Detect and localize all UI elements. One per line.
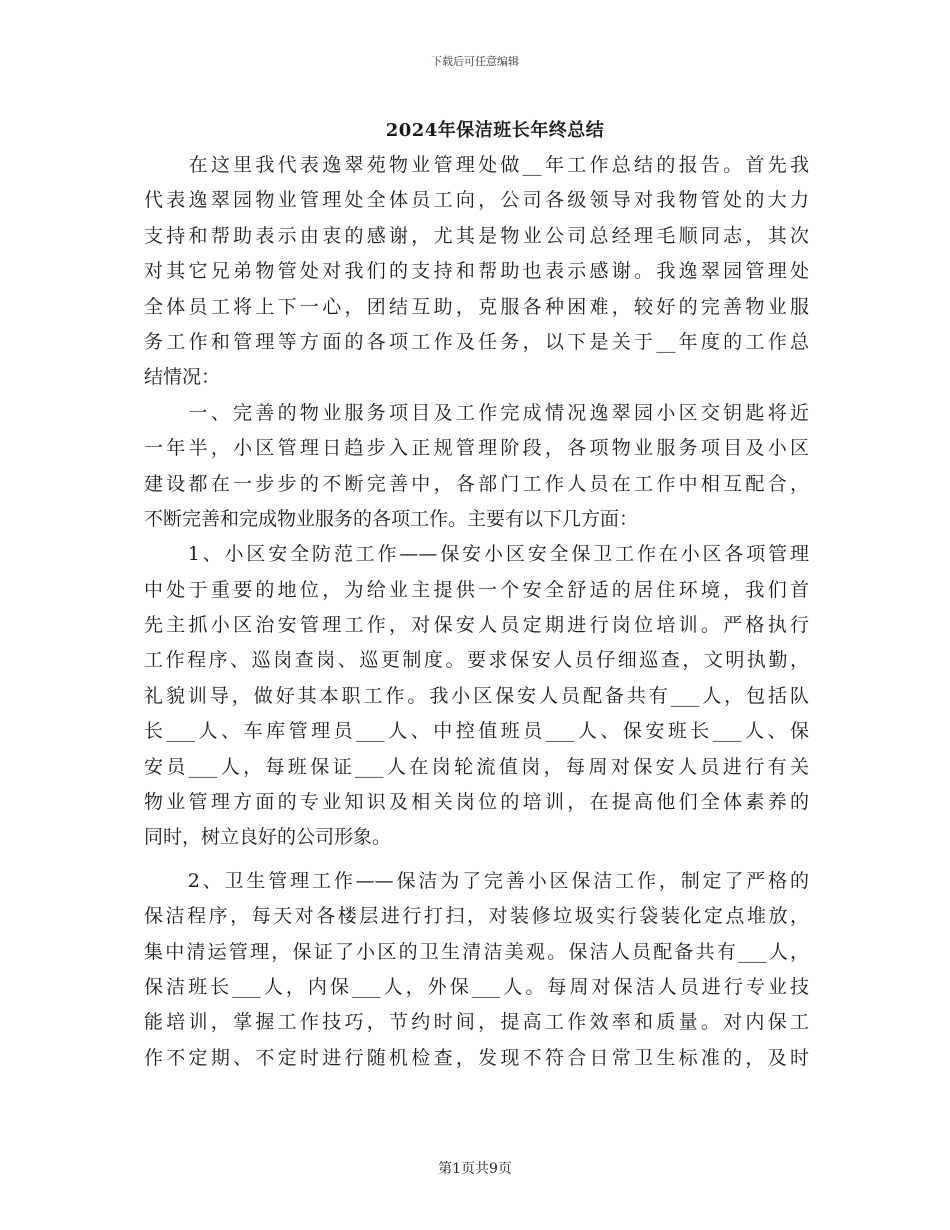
body-line: 礼貌训导，做好其本职工作。我小区保安人员配备共有___人，包括队 [144, 684, 809, 707]
body-line: 2、卫生管理工作——保洁为了完善小区保洁工作，制定了严格的 [144, 869, 809, 892]
body-line: 安员___人，每班保证___人在岗轮流值岗，每周对保安人员进行有关 [144, 755, 809, 778]
body-line: 支持和帮助表示由衷的感谢，尤其是物业公司总经理毛顺同志，其次 [144, 224, 809, 247]
body-line: 能培训，掌握工作技巧，节约时间，提高工作效率和质量。对内保工 [144, 1011, 809, 1034]
document-body [144, 148, 809, 1076]
page-footer-number: 第1页共9页 [438, 1161, 512, 1177]
body-line: 结情况： [144, 366, 221, 389]
body-line: 先主抓小区治安管理工作，对保安人员定期进行岗位培训。严格执行 [144, 614, 809, 637]
body-line: 中处于重要的地位，为给业主提供一个安全舒适的居住环境，我们首 [144, 578, 809, 601]
body-line: 1、小区安全防范工作——保安小区安全保卫工作在小区各项管理 [144, 543, 809, 566]
body-line: 同时，树立良好的公司形象。 [144, 826, 392, 849]
body-line: 长___人、车库管理员___人、中控值班员___人、保安班长___人、保 [144, 720, 809, 743]
body-line: 一年半，小区管理日趋步入正规管理阶段，各项物业服务项目及小区 [144, 437, 809, 460]
body-line: 保洁程序，每天对各楼层进行打扫，对装修垃圾实行袋装化定点堆放， [144, 905, 809, 928]
paragraph-gap [144, 856, 809, 864]
body-line: 全体员工将上下一心，团结互助，克服各种困难，较好的完善物业服 [144, 295, 809, 318]
body-line: 集中清运管理，保证了小区的卫生清洁美观。保洁人员配备共有___人， [144, 940, 809, 963]
body-line: 一、完善的物业服务项目及工作完成情况逸翠园小区交钥匙将近 [144, 401, 809, 424]
body-line: 工作程序、巡岗查岗、巡更制度。要求保安人员仔细巡查，文明执勤， [144, 649, 809, 672]
body-line: 物业管理方面的专业知识及相关岗位的培训，在提高他们全体素养的 [144, 791, 809, 814]
body-line: 代表逸翠园物业管理处全体员工向，公司各级领导对我物管处的大力 [144, 189, 809, 212]
body-line: 保洁班长___人，内保___人，外保___人。每周对保洁人员进行专业技 [144, 975, 809, 998]
body-line: 不断完善和完成物业服务的各项工作。主要有以下几方面： [144, 507, 639, 530]
body-line: 务工作和管理等方面的各项工作及任务，以下是关于__年度的工作总 [144, 330, 809, 353]
body-line: 在这里我代表逸翠苑物业管理处做__年工作总结的报告。首先我 [144, 154, 809, 176]
body-line: 对其它兄弟物管处对我们的支持和帮助也表示感谢。我逸翠园管理处 [144, 260, 809, 283]
body-line: 作不定期、不定时进行随机检查，发现不符合日常卫生标准的，及时 [144, 1046, 809, 1069]
page-header-note: 下载后可任意编辑 [431, 55, 519, 68]
body-line: 建设都在一步步的不断完善中，各部门工作人员在工作中相互配合， [144, 472, 809, 495]
document-title: 2024年保洁班长年终总结 [385, 120, 605, 141]
